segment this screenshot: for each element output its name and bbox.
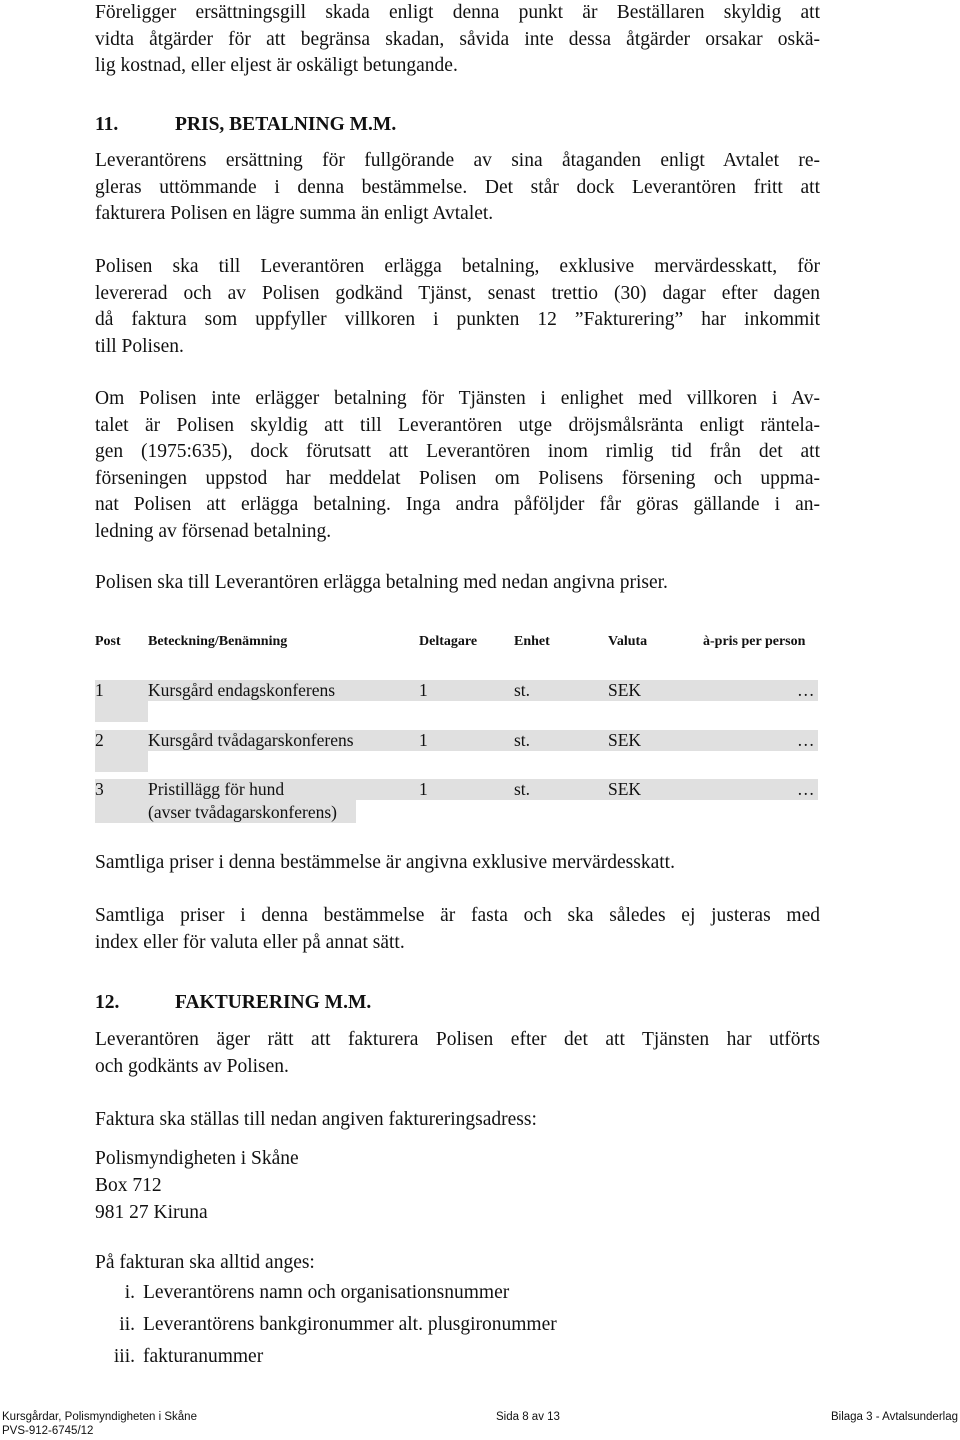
section-11-paragraph-4 bbox=[95, 570, 820, 597]
cell-unit: st. bbox=[514, 680, 531, 700]
footer-appendix-label: Bilaga 3 - Avtalsunderlag bbox=[830, 1411, 958, 1423]
text-line: Föreligger ersättningsgill skada enligt denna punkt är Beställaren skyldig att bbox=[95, 2, 820, 23]
list-marker: i. bbox=[124, 1282, 135, 1303]
column-header-currency: Valuta bbox=[608, 634, 648, 649]
section-11-paragraph-6 bbox=[95, 903, 820, 956]
cell-unit: st. bbox=[514, 730, 531, 750]
text-line: nat Polisen att erlägga betalning. Inga andra påföljder får göras gällande i an- bbox=[95, 494, 820, 515]
cell-currency: SEK bbox=[608, 680, 642, 700]
text-line: Samtliga priser i denna bestämmelse är fasta och ska således ej justeras med bbox=[95, 905, 820, 926]
cell-currency: SEK bbox=[608, 730, 642, 750]
text-line: Polisen ska till Leverantören erlägga betalning med nedan angivna priser. bbox=[95, 572, 668, 593]
text-line: förseningen uppstod har meddelat Polisen om Polisens försening och uppma- bbox=[95, 467, 820, 489]
cell-participants: 1 bbox=[419, 730, 428, 750]
section-title: FAKTURERING M.M. bbox=[175, 992, 372, 1013]
column-header-unit-price: à-pris per person bbox=[703, 634, 806, 649]
text-line: gleras uttömmande i denna bestämmelse. Det står dock Leverantören fritt att bbox=[95, 176, 820, 198]
intro-paragraph bbox=[95, 0, 820, 80]
text-line: index eller för valuta eller på annat sätt. bbox=[95, 931, 405, 953]
text-line: ledning av försenad betalning. bbox=[95, 520, 332, 542]
cell-name: Kursgård endagskonferens bbox=[148, 680, 336, 700]
text-line: Om Polisen inte erlägger betalning för Tjänsten i enlighet med villkoren i Av- bbox=[95, 388, 820, 409]
footer-reference-number: PVS-912-6745/12 bbox=[2, 1425, 94, 1437]
section-12-paragraph-3 bbox=[95, 1250, 820, 1277]
section-12-paragraph-2 bbox=[95, 1107, 820, 1134]
section-number: 12. bbox=[95, 992, 120, 1013]
text-line: Samtliga priser i denna bestämmelse är angivna exklusive mervärdesskatt. bbox=[95, 852, 675, 873]
text-line: lig kostnad, eller eljest är oskäligt betungande. bbox=[95, 55, 458, 76]
text-line: Faktura ska ställas till nedan angiven faktureringsadress: bbox=[95, 1109, 537, 1130]
section-title: PRIS, BETALNING M.M. bbox=[175, 114, 397, 135]
text-line: gen (1975:635), dock förutsatt att Leverantören inom rimlig tid från det att bbox=[95, 441, 820, 462]
section-12-heading bbox=[95, 990, 371, 1016]
text-line: Leverantören äger rätt att fakturera Polisen efter det att Tjänsten har utförts bbox=[95, 1029, 820, 1050]
text-line: talet är Polisen skyldig att till Leverantören utge dröjsmålsränta enligt räntela- bbox=[95, 414, 820, 436]
text-line: till Polisen. bbox=[95, 335, 184, 357]
text-line: då faktura som uppfyller villkoren i punkten 12 ”Fakturering” har inkommit bbox=[95, 309, 820, 330]
footer-document-title: Kursgårdar, Polismyndigheten i Skåne bbox=[2, 1411, 197, 1423]
list-text: Leverantörens namn och organisationsnummer bbox=[143, 1282, 510, 1303]
footer-page-number: Sida 8 av 13 bbox=[496, 1411, 560, 1423]
section-12-paragraph-1 bbox=[95, 1027, 820, 1080]
address-line: Box 712 bbox=[95, 1175, 162, 1196]
cell-post: 3 bbox=[95, 779, 104, 799]
cell-name: Pristillägg för hund bbox=[148, 779, 285, 799]
address-line: Polismyndigheten i Skåne bbox=[95, 1148, 299, 1169]
text-line: Polisen ska till Leverantören erlägga betalning, exklusive mervärdesskatt, för bbox=[95, 256, 820, 277]
cell-participants: 1 bbox=[419, 680, 428, 700]
cell-name-note: (avser tvådagarskonferens) bbox=[148, 802, 338, 822]
column-header-participants: Deltagare bbox=[419, 634, 478, 649]
section-number: 11. bbox=[95, 114, 119, 135]
text-line: På fakturan ska alltid anges: bbox=[95, 1252, 315, 1273]
column-header-name: Beteckning/Benämning bbox=[148, 634, 288, 649]
cell-name: Kursgård tvådagarskonferens bbox=[148, 730, 354, 750]
price-table-header bbox=[0, 634, 960, 654]
section-11-paragraph-5 bbox=[95, 850, 820, 877]
cell-post: 1 bbox=[95, 680, 104, 700]
cell-unit-price: … bbox=[797, 680, 815, 700]
column-header-unit: Enhet bbox=[514, 634, 550, 649]
cell-unit-price: … bbox=[797, 779, 815, 799]
list-marker: ii. bbox=[119, 1314, 135, 1335]
section-11-heading bbox=[95, 112, 396, 138]
cell-currency: SEK bbox=[608, 779, 642, 799]
text-line: levererad och av Polisen godkänd Tjänst, senast trettio (30) dagar efter dagen bbox=[95, 282, 820, 304]
cell-participants: 1 bbox=[419, 779, 428, 799]
cell-unit: st. bbox=[514, 779, 531, 799]
text-line: fakturera Polisen en lägre summa än enligt Avtalet. bbox=[95, 203, 494, 224]
cell-unit-price: … bbox=[797, 730, 815, 750]
section-11-paragraph-3 bbox=[95, 386, 820, 545]
section-11-paragraph-2 bbox=[95, 254, 820, 360]
list-text: fakturanummer bbox=[143, 1346, 264, 1367]
billing-address bbox=[95, 1145, 299, 1226]
section-11-paragraph-1 bbox=[95, 148, 820, 228]
column-header-post: Post bbox=[95, 634, 121, 649]
cell-post: 2 bbox=[95, 730, 104, 750]
address-line: 981 27 Kiruna bbox=[95, 1202, 208, 1223]
text-line: och godkänts av Polisen. bbox=[95, 1055, 289, 1077]
text-line: vidta åtgärder för att begränsa skadan, såvida inte dessa åtgärder orsakar oskä- bbox=[95, 28, 820, 50]
page-footer bbox=[0, 1411, 960, 1440]
list-text: Leverantörens bankgironummer alt. plusgironummer bbox=[143, 1314, 557, 1335]
list-marker: iii. bbox=[113, 1346, 135, 1367]
text-line: Leverantörens ersättning för fullgörande av sina åtaganden enligt Avtalet re- bbox=[95, 150, 820, 171]
